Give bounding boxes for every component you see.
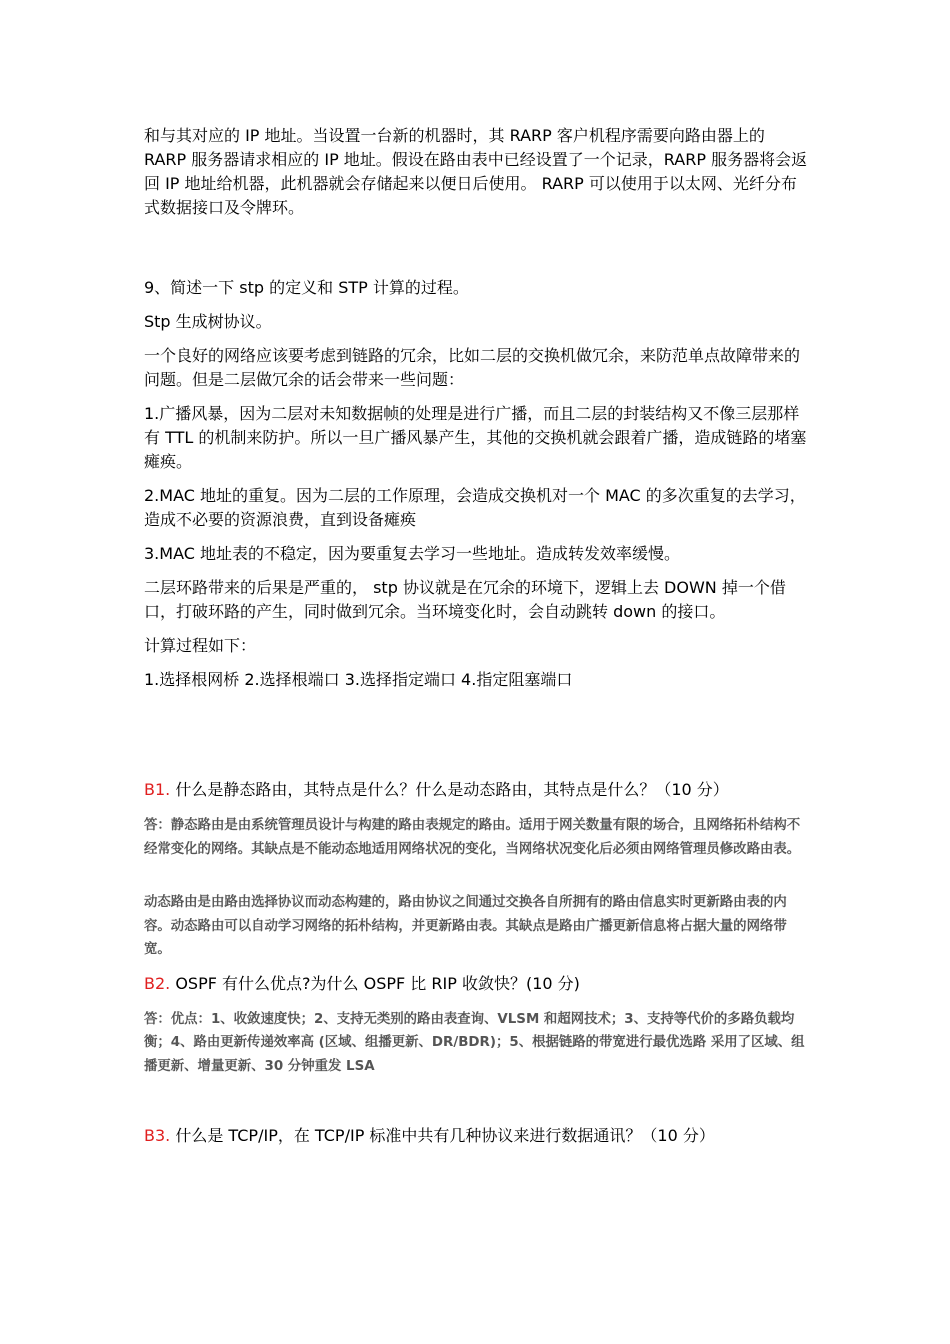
- paragraph-mac-duplicate: 2.MAC 地址的重复。因为二层的工作原理，会造成交换机对一个 MAC 的多次重复的去学习，造成不必要的资源浪费，直到设备瘫痪: [144, 486, 806, 529]
- question-label: B3.: [144, 1126, 171, 1145]
- section-heading-stp: 9、简述一下 stp 的定义和 STP 计算的过程。: [144, 278, 469, 297]
- question-label: B2.: [144, 973, 171, 993]
- paragraph-redundancy: 一个良好的网络应该要考虑到链路的冗余，比如二层的交换机做冗余，来防范单点故障带来的问题。但是二层做冗余的话会带来一些问题：: [144, 346, 801, 389]
- document-body: [144, 124, 810, 1148]
- paragraph-mac-table: 3.MAC 地址表的不稳定，因为要重复去学习一些地址。造成转发效率缓慢。: [144, 544, 680, 563]
- question-b1: [144, 778, 810, 802]
- answer-b2: 答：优点：1、收敛速度快；2、支持无类别的路由表查询、VLSM 和超网技术；3、支持等代价的多路负载均衡；4、路由更新传递效率高 (区域、组播更新、DR/BDR)；5、根据链路的带宽进行最优选路 采用了区域、组播更新、增量更新、30 分钟重发 LSA: [144, 1011, 805, 1074]
- paragraph-rarp: 和与其对应的 IP 地址。当设置一台新的机器时，其 RARP 客户机程序需要向路由器上的 RARP 服务器请求相应的 IP 地址。假设在路由表中已经设置了一个记录，RARP 服务器将会返回 IP 地址给机器，此机器就会存储起来以便日后使用。 RARP 可以使用于以太网、光纤分布式数据接口及令牌环。: [144, 126, 808, 217]
- answer-b1-static: 答：静态路由是由系统管理员设计与构建的路由表规定的路由。适用于网关数量有限的场合，且网络拓朴结构不经常变化的网络。其缺点是不能动态地适用网络状况的变化，当网络状况变化后必须由网络管理员修改路由表。: [144, 818, 801, 857]
- question-b3: [144, 1124, 810, 1148]
- paragraph-calc-intro: 计算过程如下：: [144, 636, 257, 655]
- question-text: 什么是 TCP/IP，在 TCP/IP 标准中共有几种协议来进行数据通讯？（10 分）: [170, 1126, 715, 1145]
- question-b2: [144, 972, 810, 996]
- paragraph-calc-steps: 1.选择根网桥 2.选择根端口 3.选择指定端口 4.指定阻塞端口: [144, 670, 573, 689]
- paragraph-stp-def: Stp 生成树协议。: [144, 312, 272, 331]
- question-text: OSPF 有什么优点?为什么 OSPF 比 RIP 收敛快？(10 分): [170, 973, 580, 993]
- question-text: 什么是静态路由，其特点是什么？什么是动态路由，其特点是什么？（10 分）: [170, 780, 729, 799]
- question-label: B1.: [144, 780, 171, 799]
- paragraph-broadcast-storm: 1.广播风暴，因为二层对未知数据帧的处理是进行广播，而且二层的封装结构又不像三层那样有 TTL 的机制来防护。所以一旦广播风暴产生，其他的交换机就会跟着广播，造成链路的堵塞瘫痪。: [144, 404, 807, 471]
- answer-b1-dynamic: 动态路由是由路由选择协议而动态构建的，路由协议之间通过交换各自所拥有的路由信息实时更新路由表的内容。动态路由可以自动学习网络的拓朴结构，并更新路由表。其缺点是路由广播更新信息将占据大量的网络带宽。: [144, 895, 787, 957]
- paragraph-loop-consequence: 二层环路带来的后果是严重的， stp 协议就是在冗余的环境下，逻辑上去 DOWN 掉一个借口，打破环路的产生，同时做到冗余。当环境变化时，会自动跳转 down 的接口。: [144, 578, 786, 621]
